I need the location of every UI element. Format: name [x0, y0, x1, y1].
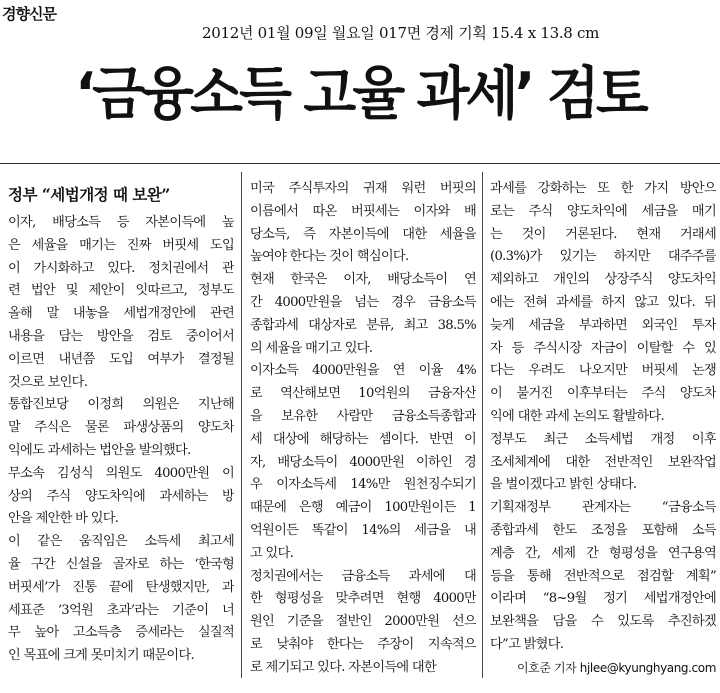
article-line: 이라며 “8~9월 정기 세법개정안에: [490, 591, 716, 607]
article-line: 자 등 주식시장 자금이 이탈할 수 있: [490, 340, 716, 356]
article-line: 말 주식은 물론 파생상품의 양도차: [8, 420, 234, 436]
article-line: 세 대상에 해당하는 셈이다. 반면 이: [250, 431, 476, 447]
article-line: 간 4000만원을 넘는 경우 금융소득: [250, 294, 476, 310]
article-line: 로는 주식 양도차익에 세금을 매기: [490, 203, 716, 219]
article-line: 미국 주식투자의 귀재 워런 버핏의: [250, 181, 476, 196]
article-line: 높여야 한다는 것이 핵심이다.: [250, 249, 409, 265]
article-line: 다는 우려도 나오지만 버핏세 논쟁: [490, 363, 716, 379]
article-line: 조세체계에 대한 전반적인 보완작업: [490, 454, 716, 470]
article-line: 때문에 은행 예금이 100만원이든 1: [250, 500, 476, 516]
article-line: 안을 제안한 바 있다.: [8, 511, 119, 527]
article-line: 자, 배당소득이 4000만원 이하인 경: [250, 454, 476, 470]
article-line: 올해 말 내놓을 세법개정안에 관련: [8, 306, 234, 322]
article-line: 로 역산해보면 10억원의 금융자산: [250, 386, 476, 402]
article-line: 율 구간 신설을 골자로 하는 ‘한국형: [8, 556, 234, 572]
article-column-3: [490, 178, 716, 680]
article-line: 이 가시화하고 있다. 정치권에서 관: [8, 260, 234, 276]
article-line: 기획재정부 관계자는 “금융소득: [490, 500, 716, 516]
article-line: 한 형평성을 맞추려면 현행 4000만: [250, 591, 476, 607]
article-line: 이자소득 4000만원을 연 이율 4%: [250, 363, 476, 379]
article-column-1: [8, 178, 234, 668]
article-line: 로 낮춰야 한다는 주장이 지속적으: [250, 636, 476, 652]
article-column-2: [250, 178, 476, 680]
article-line: (0.3%)가 있기는 하지만 대주주를: [490, 249, 716, 265]
headline-rule: [0, 163, 720, 164]
article-line: 우 이자소득세 14%만 원천징수되기: [250, 477, 476, 493]
article-line: 에는 전혀 과세를 하지 않고 있다. 뒤: [490, 294, 716, 310]
article-line: 늦게 세금을 부과하면 외국인 투자: [490, 317, 716, 333]
byline: 이호준 기자 hjlee@kyunghyang.com: [516, 660, 716, 675]
article-line: 버핏세’가 진통 끝에 탄생했지만, 과: [8, 579, 234, 595]
column-divider: [241, 172, 242, 678]
article-line: 과세를 강화하는 또 한 가지 방안으: [490, 181, 716, 196]
article-line: 을 벌이겠다고 밝힌 상태다.: [490, 477, 637, 493]
column-divider: [482, 172, 483, 678]
article-line: 무소속 김성식 의원도 4000만원 이: [8, 465, 234, 481]
article-line: 계층 간, 세제 간 형평성을 연구용역: [490, 545, 716, 561]
article-line: 원인 기준을 절반인 2000만원 선으: [250, 614, 476, 630]
article-line: 익에 대한 과세 논의도 활발하다.: [490, 408, 664, 424]
article-line: 이르면 내년쯤 도입 여부가 결정될: [8, 351, 234, 367]
article-line: 것으로 보인다.: [8, 374, 88, 390]
article-line: 종합과세 대상자로 분류, 최고 38.5%: [250, 317, 476, 333]
article-line: 익에도 과세하는 법안을 발의했다.: [8, 442, 191, 458]
subhead: 정부 “세법개정 때 보완”: [8, 185, 170, 204]
article-line: 내용을 담는 방안을 검토 중이어서: [8, 328, 234, 344]
article-line: 는 것이 거론된다. 현재 거래세: [490, 226, 716, 242]
headline: ‘금융소득 고율 과세’ 검토: [75, 61, 645, 127]
article-line: 로 제기되고 있다. 자본이득에 대한: [250, 659, 437, 675]
article-line: 상의 주식 양도차익에 과세하는 방: [8, 488, 234, 504]
article-line: 등을 통해 전반적으로 점검할 계획”: [490, 568, 716, 584]
article-line: 은 세율을 매기는 진짜 버핏세 도입: [8, 237, 234, 253]
article-line: 을 보유한 사람만 금융소득종합과: [250, 408, 476, 424]
article-line: 정치권에서는 금융소득 과세에 대: [250, 568, 476, 584]
article-line: 련 법안 및 제안이 잇따르고, 정부도: [8, 283, 234, 299]
article-line: 고 있다.: [250, 545, 294, 561]
article-line: 당소득, 즉 자본이득에 대한 세율을: [250, 226, 476, 242]
article-line: 정부도 최근 소득세법 개정 이후: [490, 431, 716, 447]
article-line: 이자, 배당소득 등 자본이득에 높: [8, 215, 234, 230]
article-line: 종합과세 한도 조정을 포함해 소득: [490, 522, 716, 538]
article-line: 억원이든 똑같이 14%의 세금을 내: [250, 522, 476, 538]
article-line: 다”고 밝혔다.: [490, 636, 564, 652]
article-line: 이름에서 따온 버핏세는 이자와 배: [250, 203, 476, 219]
article-line: 통합진보당 이정희 의원은 지난해: [8, 397, 234, 413]
article-line: 이 같은 움직임은 소득세 최고세: [8, 534, 234, 550]
publication-meta: 2012년 01월 09일 월요일 017면 경제 기획 15.4 x 13.8 cm: [202, 24, 600, 42]
article-line: 이 불거진 이후부터는 주식 양도차: [490, 386, 716, 402]
article-line: 제외하고 개인의 상장주식 양도차익: [490, 272, 716, 288]
article-line: 의 세율을 매기고 있다.: [250, 340, 373, 356]
article-line: 무 높아 고소득층 증세라는 실질적: [8, 625, 234, 641]
article-line: 인 목표에 크게 못미치기 때문이다.: [8, 648, 195, 664]
article-line: 세표준 ‘3억원 초과’라는 기준이 너: [8, 602, 234, 618]
article-line: 현재 한국은 이자, 배당소득이 연: [250, 272, 476, 288]
newspaper-name: 경향신문: [2, 5, 56, 23]
article-line: 보완책을 담을 수 있도록 추진하겠: [490, 614, 716, 630]
